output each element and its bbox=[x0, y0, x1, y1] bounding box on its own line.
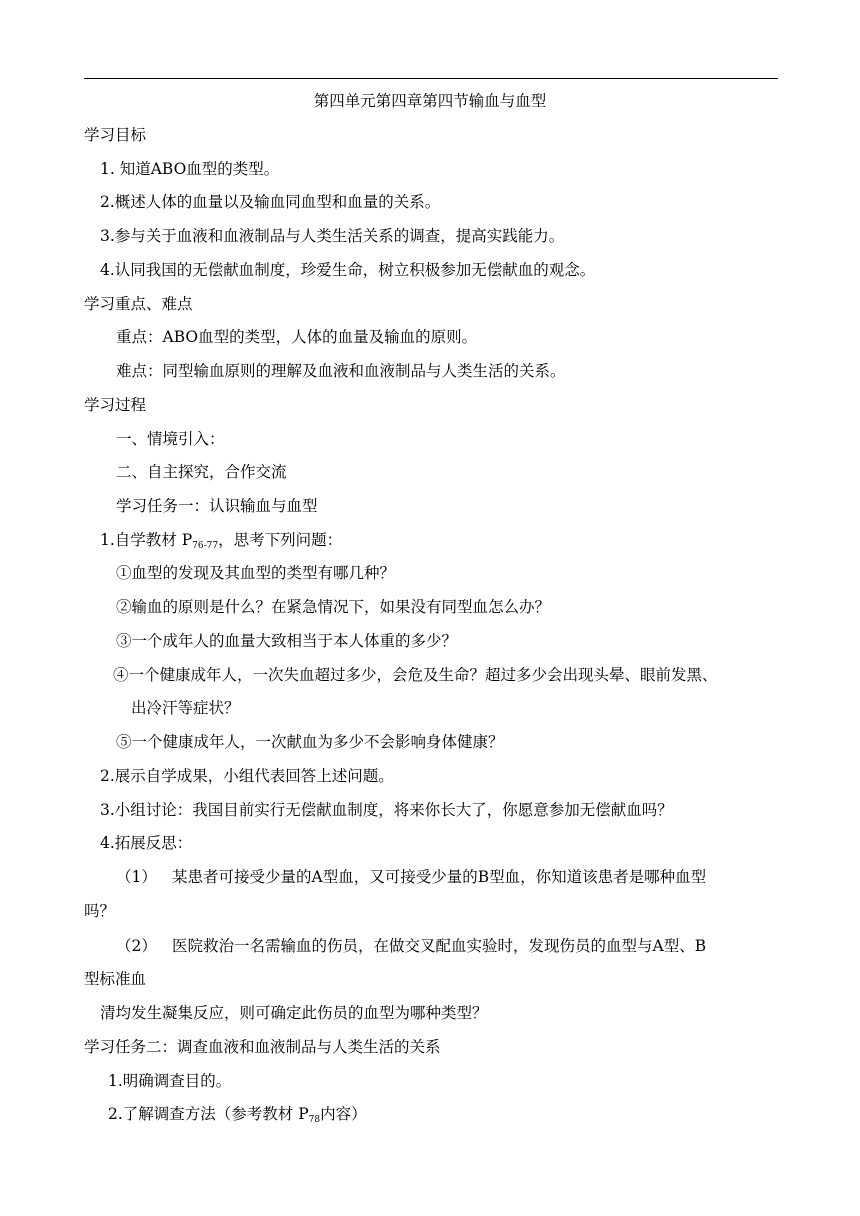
header-rule bbox=[84, 78, 778, 79]
objective-2: 2.概述人体的血量以及输血同血型和血量的关系。 bbox=[100, 193, 441, 211]
question-1: ①血型的发现及其血型的类型有哪几种？ bbox=[116, 564, 396, 582]
objective-1: 1. 知道ABO血型的类型。 bbox=[100, 160, 280, 178]
item-4: 4.拓展反思： bbox=[100, 834, 193, 852]
question-3: ③一个成年人的血量大致相当于本人体重的多少？ bbox=[116, 632, 458, 650]
extension-2-cont: 型标准血 bbox=[84, 970, 147, 988]
self-study-prefix: 1.自学教材 P bbox=[100, 531, 193, 549]
task-2-item-2-page: 78 bbox=[308, 1115, 321, 1125]
extension-1-cont: 吗？ bbox=[84, 902, 116, 920]
process-heading: 学习过程 bbox=[84, 396, 147, 414]
objectives-heading: 学习目标 bbox=[84, 126, 147, 144]
question-5: ⑤一个健康成年人，一次献血为多少不会影响身体健康？ bbox=[116, 733, 504, 751]
keypoints-heading: 学习重点、难点 bbox=[84, 295, 193, 313]
task-2-heading: 学习任务二：调查血液和血液制品与人类生活的关系 bbox=[84, 1038, 441, 1056]
item-3: 3.小组讨论：我国目前实行无偿献血制度，将来你长大了，你愿意参加无偿献血吗？ bbox=[100, 801, 673, 819]
task-2-item-2 bbox=[108, 1104, 367, 1130]
page-title: 第四单元第四章第四节输血与血型 bbox=[313, 92, 547, 110]
keypoint-key: 重点：ABO血型的类型，人体的血量及输血的原则。 bbox=[116, 328, 478, 346]
item-2: 2.展示自学成果，小组代表回答上述问题。 bbox=[100, 767, 394, 785]
extension-1-text: 某患者可接受少量的A型血，又可接受少量的B型血，你知道该患者是哪种血型 bbox=[172, 868, 707, 886]
self-study-suffix: ，思考下列问题： bbox=[218, 531, 343, 549]
question-4-cont: 出冷汗等症状？ bbox=[131, 699, 240, 717]
task-2-item-2-prefix: 2.了解调查方法（参考教材 P bbox=[108, 1105, 309, 1123]
extension-1-number: （1） bbox=[116, 868, 157, 886]
keypoint-difficulty: 难点：同型输血原则的理解及血液和血液制品与人类生活的关系。 bbox=[116, 362, 566, 380]
question-4: ④一个健康成年人，一次失血超过多少，会危及生命？超过多少会出现头晕、眼前发黑、 bbox=[113, 666, 718, 684]
extension-2-number: （2） bbox=[116, 937, 157, 955]
question-2: ②输血的原则是什么？在紧急情况下，如果没有同型血怎么办？ bbox=[116, 598, 551, 616]
task-1-heading: 学习任务一：认识输血与血型 bbox=[116, 497, 318, 515]
task-2-item-2-suffix: 内容） bbox=[320, 1105, 367, 1123]
self-study-pages: 76-77 bbox=[192, 541, 219, 551]
step-2: 二、自主探究，合作交流 bbox=[116, 463, 287, 481]
extension-2-text: 医院救治一名需输血的伤员，在做交叉配血实验时，发现伤员的血型与A型、B bbox=[172, 937, 707, 955]
extension-2-cont2: 清均发生凝集反应，则可确定此伤员的血型为哪种类型？ bbox=[100, 1004, 488, 1022]
task-2-item-1: 1.明确调查目的。 bbox=[108, 1072, 232, 1090]
objective-4: 4.认同我国的无偿献血制度，珍爱生命，树立积极参加无偿献血的观念。 bbox=[100, 261, 596, 279]
self-study-item bbox=[100, 530, 342, 556]
step-1: 一、情境引入： bbox=[116, 430, 225, 448]
objective-3: 3.参与关于血液和血液制品与人类生活关系的调查，提高实践能力。 bbox=[100, 227, 565, 245]
